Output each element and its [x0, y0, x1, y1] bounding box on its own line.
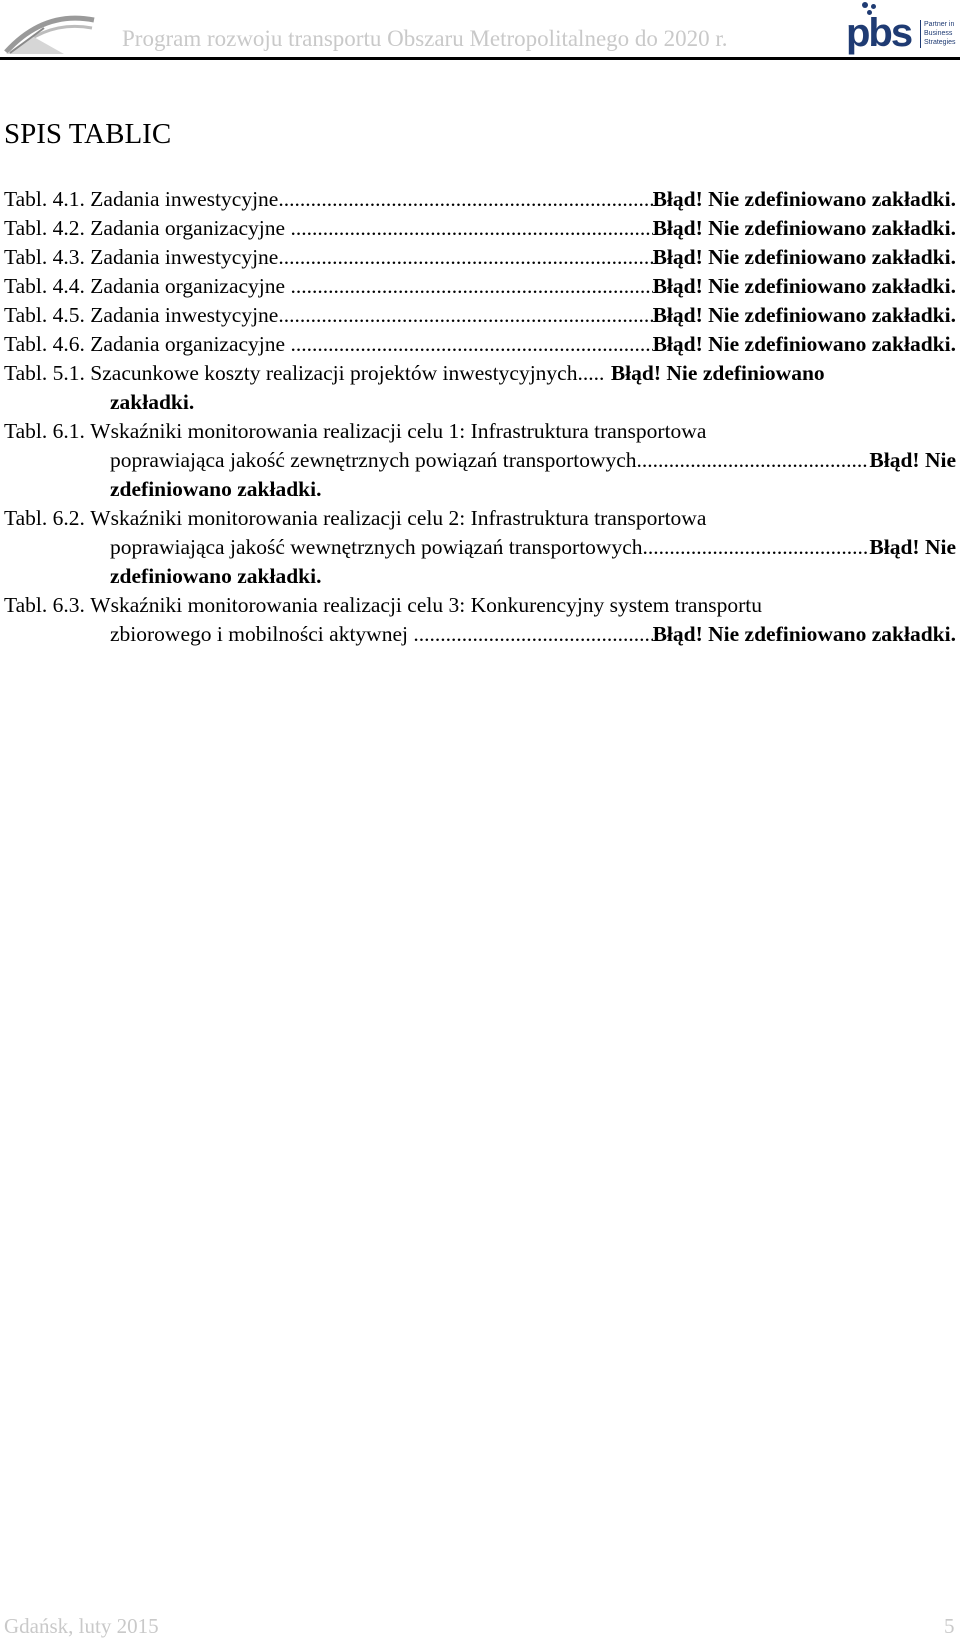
entry-caption: Wskaźniki monitorowania realizacji celu 1: Infrastruktura transportowa [90, 419, 707, 443]
pbs-tagline: Partner in Business Strategies [924, 21, 956, 46]
toc-entry[interactable] [4, 301, 956, 330]
bookmark-error: Błąd! Nie zdefiniowano [610, 361, 825, 385]
bookmark-error: Błąd! Nie [869, 448, 956, 472]
dot-leader [278, 301, 652, 330]
entry-number: Tabl. 4.3. [4, 245, 85, 269]
entry-number: Tabl. 6.1. [4, 419, 85, 443]
dot-leader [290, 272, 652, 301]
entry-number: Tabl. 4.1. [4, 187, 85, 211]
toc-entry[interactable] [4, 417, 956, 504]
bridge-arc-logo-icon [4, 6, 100, 58]
dot-leader [278, 243, 652, 272]
entry-number: Tabl. 5.1. [4, 361, 85, 385]
page-header [0, 0, 960, 62]
bookmark-error: Błąd! Nie zdefiniowano zakładki. [652, 332, 956, 356]
pbs-separator [920, 20, 921, 48]
bookmark-error: Błąd! Nie zdefiniowano zakładki. [652, 303, 956, 327]
entry-caption: Zadania organizacyjne [90, 274, 286, 298]
bookmark-error-continued: zdefiniowano zakładki. [110, 477, 322, 501]
page-number: 5 [944, 1614, 955, 1638]
entry-number: Tabl. 6.2. [4, 506, 85, 530]
entry-number: Tabl. 6.3. [4, 593, 85, 617]
toc-entry[interactable] [4, 214, 956, 243]
dot-leader [290, 330, 652, 359]
toc-entry[interactable] [4, 359, 956, 417]
pbs-dot-icon [871, 4, 876, 9]
bookmark-error: Błąd! Nie zdefiniowano zakładki. [652, 274, 956, 298]
bookmark-error: Błąd! Nie zdefiniowano zakładki. [652, 187, 956, 211]
entry-number: Tabl. 4.5. [4, 303, 85, 327]
toc-entry[interactable] [4, 330, 956, 359]
dot-leader [413, 620, 652, 649]
header-title: Program rozwoju transportu Obszaru Metropolitalnego do 2020 r. [122, 26, 728, 51]
entry-number: Tabl. 4.6. [4, 332, 85, 356]
header-rule [0, 57, 960, 60]
bookmark-error-continued: zakładki. [110, 390, 195, 414]
entry-caption-continued: poprawiająca jakość wewnętrznych powiązań transportowych [110, 535, 643, 559]
toc-entry[interactable] [4, 591, 956, 649]
toc-entry[interactable] [4, 243, 956, 272]
entry-caption-continued: zbiorowego i mobilności aktywnej [110, 622, 408, 646]
entry-caption-continued: poprawiająca jakość zewnętrznych powiązań transportowych [110, 448, 637, 472]
entry-number: Tabl. 4.2. [4, 216, 85, 240]
bookmark-error: Błąd! Nie zdefiniowano zakładki. [652, 245, 956, 269]
dot-leader [577, 359, 605, 388]
entry-caption: Wskaźniki monitorowania realizacji celu 3: Konkurencyjny system transportu [90, 593, 762, 617]
entry-caption: Zadania inwestycyjne [90, 187, 279, 211]
entry-number: Tabl. 4.4. [4, 274, 85, 298]
pbs-brand: pbs [846, 11, 912, 55]
entry-caption: Zadania inwestycyjne [90, 303, 279, 327]
entry-caption: Wskaźniki monitorowania realizacji celu 2: Infrastruktura transportowa [90, 506, 707, 530]
toc-entry[interactable] [4, 272, 956, 301]
bookmark-error-continued: zdefiniowano zakładki. [110, 564, 322, 588]
bookmark-error: Błąd! Nie zdefiniowano zakładki. [652, 622, 956, 646]
toc-entry[interactable] [4, 504, 956, 591]
pbs-logo [846, 2, 958, 58]
entry-caption: Zadania organizacyjne [90, 216, 286, 240]
dot-leader [290, 214, 652, 243]
entry-caption: Szacunkowe koszty realizacji projektów inwestycyjnych [90, 361, 578, 385]
table-of-tables [4, 185, 956, 649]
bookmark-error: Błąd! Nie zdefiniowano zakładki. [652, 216, 956, 240]
dot-leader [637, 446, 870, 475]
page-title: SPIS TABLIC [4, 118, 172, 150]
entry-caption: Zadania organizacyjne [90, 332, 286, 356]
bookmark-error: Błąd! Nie [869, 535, 956, 559]
toc-entry[interactable] [4, 185, 956, 214]
dot-leader [278, 185, 652, 214]
pbs-dot-icon [862, 2, 868, 8]
entry-caption: Zadania inwestycyjne [90, 245, 279, 269]
dot-leader [643, 533, 870, 562]
footer-location-date: Gdańsk, luty 2015 [4, 1614, 159, 1638]
